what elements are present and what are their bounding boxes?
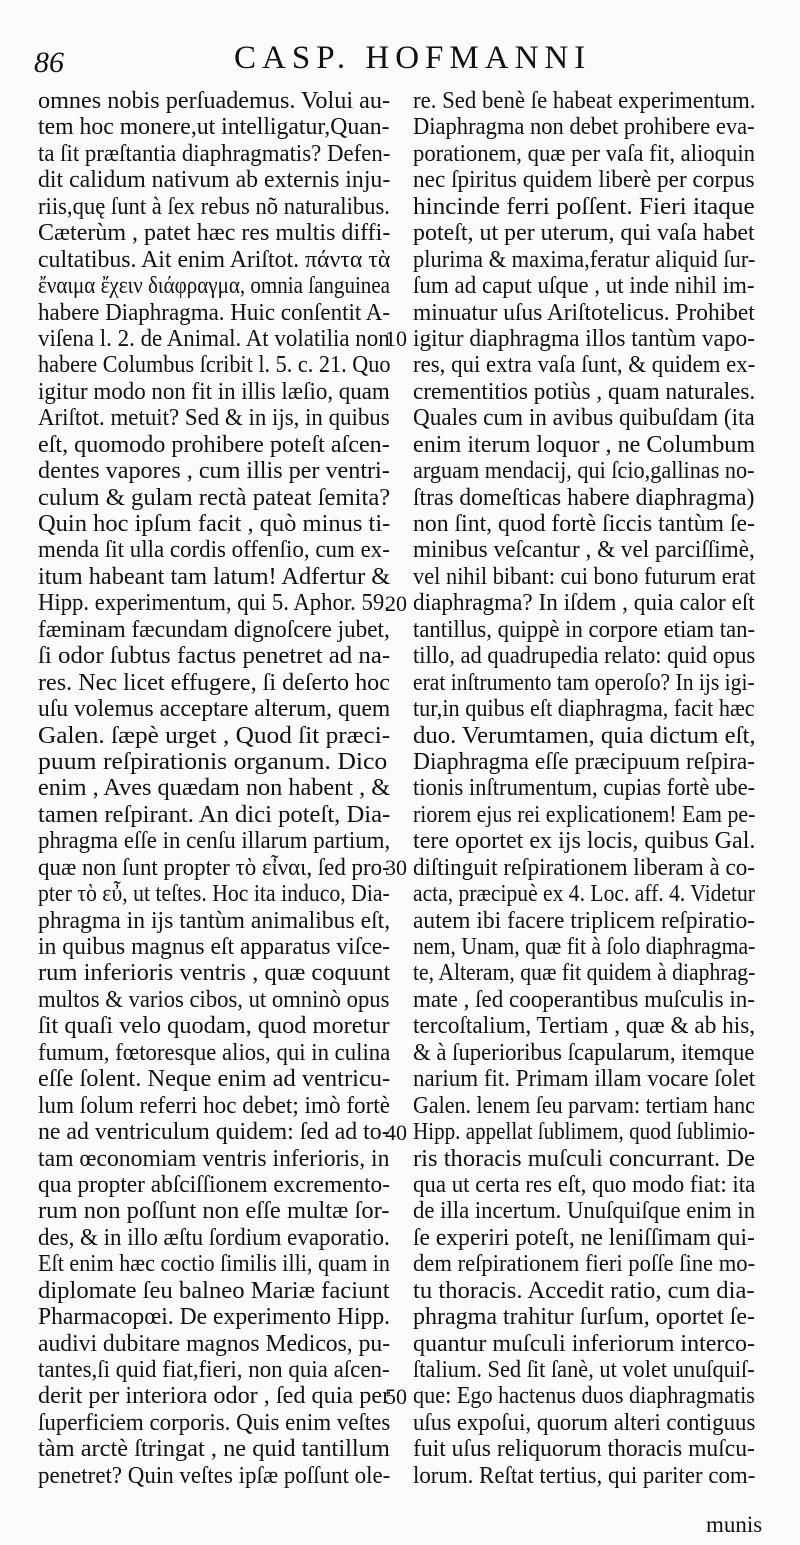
text-line: igitur diaphragma illos tantùm vapo- <box>413 325 755 352</box>
text-line: habere Columbus ſcribit l. 5. c. 21. Quo <box>38 352 391 379</box>
text-line: in quibus magnus eſt apparatus viſce- <box>38 934 391 960</box>
text-line: Quin hoc ipſum facit , quò minus ti- <box>38 511 391 537</box>
text-line: dentes vapores , cum illis per ventri- <box>38 458 390 485</box>
text-line: uſus expoſui, quorum alteri contiguus <box>413 1409 756 1436</box>
text-line: viſena l. 2. de Animal. At volatilia non <box>38 325 390 352</box>
text-line: tercoſtalium, Tertiam , quæ & ab his, <box>413 1013 756 1040</box>
text-line: fuit uſus reliquorum thoracis muſcu- <box>413 1436 755 1463</box>
text-line: vel nihil bibant: cui bono futurum erat <box>413 563 756 590</box>
text-line: minuatur uſus Ariſtotelicus. Prohibet <box>413 299 755 326</box>
running-title: CASP. HOFMANNI <box>234 40 592 76</box>
text-line: Hipp. appellat ſublimem, quod ſublimio- <box>413 1119 755 1146</box>
text-line: ris thoracis muſculi concurrant. De <box>413 1145 756 1172</box>
text-line: res, qui extra vaſa ſunt, & quidem ex- <box>413 352 756 379</box>
text-line: habere Diaphragma. Huic conſentit A- <box>38 299 391 326</box>
text-line: phragma in ijs tantùm animalibus eſt, <box>38 907 391 934</box>
text-line: multos & varios cibos, ut omninò opus <box>38 986 390 1013</box>
text-line: itum habeant tam latum! Adfertur & <box>38 563 391 590</box>
text-line: quantur muſculi inferiorum interco- <box>413 1330 756 1357</box>
line-number-marker: 10 <box>385 326 407 352</box>
text-line: ſit quaſi velo quodam, quod moretur <box>38 1013 390 1040</box>
text-line: tur,in quibus eſt diaphragma, facit hæc <box>413 696 755 723</box>
catchword: munis <box>706 1512 763 1537</box>
text-line: qua propter abſciſſionem excremento- <box>38 1171 390 1198</box>
text-line: tantillus, quippè in corpore etiam tan- <box>413 616 756 643</box>
text-line: diſtinguit reſpirationem liberam à co- <box>413 854 755 881</box>
text-line: ſtalium. Sed ſit ſanè, ut volet unuſquiſ- <box>413 1357 755 1383</box>
text-line: tionis inſtrumentum, cupias fortè ube- <box>413 775 756 802</box>
text-line: fumum, fœtoresque alios, qui in culina <box>38 1039 391 1066</box>
text-line: hincinde ferri poſſent. Fieri itaque <box>413 193 755 220</box>
text-line: arguam mendacij, qui ſcio,gallinas no- <box>413 458 755 485</box>
text-line: uſu volemus acceptare alterum, quem <box>38 696 391 723</box>
text-line: ſtras domeſticas habere diaphragma) <box>413 484 755 511</box>
text-line: duo. Verumtamen, quia dictum eſt, <box>413 722 756 749</box>
text-line: autem ibi facere triplicem reſpiratio- <box>413 907 756 934</box>
text-line: Diaphragma non debet prohibere eva- <box>413 114 755 141</box>
text-line: Pharmacopœi. De experimento Hipp. <box>38 1304 391 1331</box>
text-line: crementitios potiùs , quam naturales. <box>413 378 756 405</box>
text-line: nem, Unam, quæ fit à ſolo diaphragma- <box>413 934 756 960</box>
text-line: diaphragma? In iſdem , quia calor eſt <box>413 590 755 617</box>
text-line: plurima & maxima,feratur aliquid ſur- <box>413 246 756 273</box>
text-line: non ſint, quod fortè ſiccis tantùm ſe- <box>413 511 755 537</box>
text-line: ſuperficiem corporis. Quis enim veſtes <box>38 1409 391 1436</box>
text-line: penetret? Quin veſtes ipſæ poſſunt ole- <box>38 1462 391 1489</box>
text-line: tu thoracis. Accedit ratio, cum dia- <box>413 1277 755 1304</box>
text-line: lorum. Reſtat tertius, qui pariter com- <box>413 1462 756 1489</box>
text-line: derit per interiora odor , ſed quia per <box>38 1383 391 1410</box>
text-line: re. Sed benè ſe habeat experimentum. <box>413 88 756 114</box>
text-line: ἔναιμα ἔχειν διάφραγμα, omnia ſanguinea <box>38 273 391 300</box>
text-line: phragma eſſe in cenſu illarum partium, <box>38 828 391 855</box>
text-line: nec ſpiritus quidem liberè per corpus <box>413 167 755 194</box>
text-line: omnes nobis perſuademus. Volui au- <box>38 88 391 114</box>
text-line: enim iterum loquor , ne Columbum <box>413 431 756 458</box>
text-line: qua ut certa res eſt, quo modo fiat: ita <box>413 1171 756 1198</box>
text-line: rum inferioris ventris , quæ coquunt <box>38 960 391 987</box>
text-line: que: Ego hactenus duos diaphragmatis <box>413 1383 755 1410</box>
text-line: cultatibus. Ait enim Ariſtot. πάντα τὰ <box>38 246 391 273</box>
text-line: tantes,ſi quid fiat,fieri, non quia aſcen- <box>38 1357 390 1383</box>
text-line: tillo, ad quadrupedia relato: quid opus <box>413 643 756 670</box>
text-line: tam œconomiam ventris inferioris, in <box>38 1145 390 1172</box>
text-line: erat inſtrumento tam operoſo? In ijs igi- <box>413 669 755 696</box>
text-line: eſſe ſolent. Neque enim ad ventricu- <box>38 1066 391 1093</box>
text-line: ta ſit præſtantia diaphragmatis? Defen- <box>38 140 391 167</box>
text-line: narium fit. Primam illam vocare ſolet <box>413 1066 756 1093</box>
line-number-marker: 30 <box>385 855 407 881</box>
text-line: ne ad ventriculum quidem: ſed ad to- <box>38 1119 390 1146</box>
text-line: fæminam fæcundam dignoſcere jubet, <box>38 616 390 643</box>
text-line: riorem ejus rei explicationem! Eam pe- <box>413 801 756 828</box>
left-text-column <box>38 88 394 1489</box>
text-line: riis,quę ſunt à ſex rebus nõ naturalibus. <box>38 193 390 220</box>
text-line: igitur modo non fit in illis læſio, quam <box>38 378 390 405</box>
text-line: te, Alteram, quæ fit quidem à diaphrag- <box>413 960 756 987</box>
text-line: quæ non ſunt propter τὸ εἶναι, ſed pro- <box>38 854 390 881</box>
line-number-marker: 50 <box>385 1384 407 1410</box>
page-header <box>34 40 769 84</box>
right-text-column <box>413 88 756 1489</box>
text-line: des, & in illo æſtu ſordium evaporatio. <box>38 1224 390 1251</box>
text-line: culum & gulam rectà pateat ſemita? <box>38 484 391 511</box>
text-line: Hipp. experimentum, qui 5. Aphor. 59. <box>38 590 390 617</box>
text-line: tem hoc monere,ut intelligatur,Quan- <box>38 114 390 141</box>
text-line: res. Nec licet effugere, ſi deſerto hoc <box>38 669 390 696</box>
text-line: audivi dubitare magnos Medicos, pu- <box>38 1330 391 1357</box>
text-line: dit calidum nativum ab externis inju- <box>38 167 391 194</box>
text-line: acta, præcipuè ex 4. Loc. aff. 4. Videtur <box>413 881 755 908</box>
text-line: ſe experiri poteſt, ne leniſſimam qui- <box>413 1224 755 1251</box>
text-line: ſum ad caput uſque , ut inde nihil im- <box>413 273 755 300</box>
text-line: mate , ſed cooperantibus muſculis in- <box>413 986 755 1013</box>
text-line: rum non poſſunt non eſſe multæ ſor- <box>38 1198 390 1225</box>
text-line: menda ſit ulla cordis offenſio, cum ex- <box>38 537 390 564</box>
text-line: pter τὸ εὖ, ut teſtes. Hoc ita induco, Dia- <box>38 881 390 908</box>
text-line: tamen reſpirant. An dici poteſt, Dia- <box>38 801 391 828</box>
text-line: porationem, quæ per vaſa fit, alioquin <box>413 140 755 167</box>
text-line: tere oportet ex ijs locis, quibus Gal. <box>413 828 756 855</box>
text-line: Diaphragma eſſe præcipuum reſpira- <box>413 748 756 775</box>
text-line: ſi odor ſubtus factus penetret ad na- <box>38 643 391 670</box>
text-line: de illa incertum. Unuſquiſque enim in <box>413 1198 756 1225</box>
text-line: dem reſpirationem fieri poſſe ſine mo- <box>413 1251 756 1278</box>
text-line: enim , Aves quædam non habent , & <box>38 775 391 802</box>
text-line: poteſt, ut per uterum, qui vaſa habet <box>413 220 755 247</box>
text-line: Eſt enim hæc coctio ſimilis illi, quam in <box>38 1251 390 1278</box>
text-line: Ariſtot. metuit? Sed & in ijs, in quibus <box>38 405 390 432</box>
text-line: lum ſolum referri hoc debet; imò fortè <box>38 1092 390 1119</box>
text-line: & à ſuperioribus ſcapularum, itemque <box>413 1039 755 1066</box>
text-line: eſt, quomodo prohibere poteſt aſcen- <box>38 431 390 458</box>
page-number: 86 <box>34 46 64 79</box>
text-line: Quales cum in avibus quibuſdam (ita <box>413 405 755 432</box>
line-number-marker: 40 <box>385 1119 407 1145</box>
text-line: diplomate ſeu balneo Mariæ faciunt <box>38 1277 390 1304</box>
text-line: Galen. lenem ſeu parvam: tertiam hanc <box>413 1092 755 1119</box>
line-number-marker: 20 <box>385 590 407 616</box>
text-line: tàm arctè ſtringat , ne quid tantillum <box>38 1436 390 1463</box>
text-line: puum reſpirationis organum. Dico <box>38 748 388 775</box>
text-line: Galen. ſæpè urget , Quod ſit præci- <box>38 722 391 749</box>
text-line: Cæterùm , patet hæc res multis diffi- <box>38 220 391 247</box>
text-line: minibus veſcantur , & vel parciſſimè, <box>413 537 755 564</box>
text-line: phragma trahitur ſurſum, oportet ſe- <box>413 1304 756 1331</box>
